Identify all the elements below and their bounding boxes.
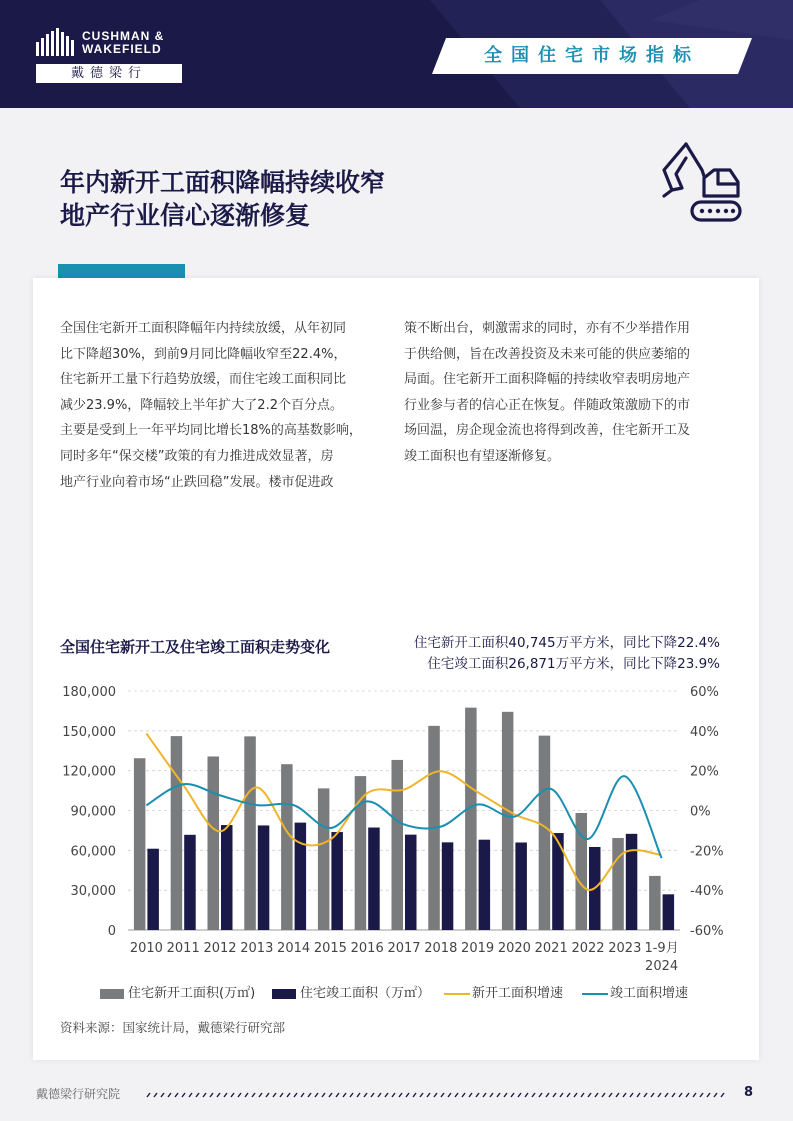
page-header (0, 0, 793, 108)
bar-new-starts (539, 736, 551, 930)
bar-completions (258, 825, 270, 930)
legend-label-completions-growth: 竣工面积增速 (610, 986, 689, 1001)
logo-buildings-icon (36, 28, 76, 56)
x-tick-label: 2017 (387, 941, 421, 956)
body-text-line: 策不断出台，刺激需求的同时，亦有不少举措作用 (404, 321, 691, 336)
page-number: 8 (744, 1085, 754, 1100)
bar-completions (626, 834, 638, 930)
y-right-tick-label: 0% (690, 804, 711, 820)
body-text-line: 同时多年“保交楼”政策的有力推进成效显著，房 (60, 448, 334, 464)
legend-swatch-new-starts (100, 989, 124, 999)
bar-completions (221, 825, 233, 930)
page-title (60, 166, 385, 232)
footer-divider (146, 1092, 726, 1098)
legend-item-new-starts (100, 984, 270, 1004)
logo-chinese-name: 戴德梁行 (36, 64, 182, 83)
annotation-completions: 住宅竣工面积26,871万平方米，同比下降23.9% (427, 656, 720, 672)
legend-swatch-completions (272, 989, 296, 999)
y-left-tick-label: 90,000 (70, 804, 116, 820)
legend-line-completions-growth (582, 993, 608, 995)
bar-completions (184, 835, 196, 930)
excavator-icon (658, 140, 744, 224)
data-source: 资料来源：国家统计局，戴德梁行研究部 (60, 1020, 286, 1035)
y-right-tick-label: -40% (690, 884, 724, 900)
body-text-line: 行业参与者的信心正在恢复。伴随政策激励下的市 (404, 397, 691, 413)
bar-new-starts (134, 758, 146, 930)
bar-new-starts (392, 760, 404, 930)
y-right-tick-label: 20% (690, 764, 719, 780)
x-tick-label-line2: 2024 (645, 959, 679, 974)
legend-line-new-starts-growth (444, 993, 470, 995)
brand-line1: CUSHMAN & (82, 29, 165, 43)
y-left-tick-label: 150,000 (62, 724, 116, 740)
x-tick-label: 2012 (203, 941, 237, 956)
combo-chart (40, 675, 760, 985)
annotation-new-starts: 住宅新开工面积40,745万平方米，同比下降22.4% (413, 635, 720, 651)
section-tag-label: 全国住宅市场指标 (484, 45, 700, 66)
bar-completions (368, 828, 380, 930)
accent-bar (58, 264, 185, 278)
bar-new-starts (281, 764, 293, 930)
body-text-line: 比下降超30%，到前9月同比降幅收窄至22.4%， (60, 346, 347, 362)
y-left-tick-label: 0 (107, 924, 116, 939)
bar-new-starts (612, 838, 624, 930)
x-tick-label: 2013 (240, 941, 274, 956)
body-text-line: 主要是受到上一年平均同比增长18%的高基数影响， (60, 423, 362, 439)
bar-new-starts (318, 788, 330, 930)
y-right-tick-label: -20% (690, 844, 724, 860)
company-logo (36, 28, 186, 84)
logo-wordmark (82, 30, 164, 56)
bar-completions (515, 842, 527, 930)
body-text-line: 局面。住宅新开工面积降幅的持续收窄表明房地产 (404, 372, 691, 388)
x-tick-label: 2022 (571, 941, 605, 956)
y-right-tick-label: 60% (690, 685, 719, 700)
body-text-line: 竣工面积也有望逐渐修复。 (404, 448, 561, 464)
bar-completions (331, 832, 343, 930)
x-tick-label: 2019 (461, 941, 495, 956)
x-tick-label: 2014 (277, 941, 311, 956)
body-text-line: 场回温，房企现金流也将得到改善，住宅新开工及 (404, 423, 691, 439)
x-tick-label: 2016 (350, 941, 384, 956)
bar-new-starts (465, 708, 477, 930)
body-text-left (60, 316, 392, 495)
bar-new-starts (244, 736, 256, 930)
section-tag (432, 38, 752, 74)
y-right-tick-label: 40% (690, 724, 719, 740)
x-tick-label: 1-9月 (644, 941, 679, 956)
bar-new-starts (208, 756, 220, 930)
x-tick-label: 2010 (129, 941, 163, 956)
chart-annotation (414, 633, 720, 675)
y-right-tick-label: -60% (690, 924, 724, 939)
title-line1: 年内新开工面积降幅持续收窄 (60, 168, 386, 197)
x-tick-label: 2021 (534, 941, 568, 956)
body-text-line: 减少23.9%，降幅较上半年扩大了2.2个百分点。 (60, 397, 343, 413)
brand-line2: WAKEFIELD (82, 42, 162, 56)
body-text-line: 住宅新开工量下行趋势放缓，而住宅竣工面积同比 (60, 372, 347, 388)
bar-completions (663, 894, 675, 930)
x-tick-label: 2018 (424, 941, 458, 956)
y-left-tick-label: 180,000 (62, 685, 116, 700)
x-tick-label: 2023 (608, 941, 642, 956)
legend-label-completions: 住宅竣工面积（万㎡） (300, 986, 431, 1001)
legend-label-new-starts: 住宅新开工面积(万㎡) (128, 986, 256, 1001)
body-text-line: 于供给侧，旨在改善投资及未来可能的供应萎缩的 (404, 346, 691, 362)
footer-org: 戴德梁行研究院 (36, 1087, 121, 1101)
x-tick-label: 2015 (313, 941, 347, 956)
body-text-line: 地产行业向着市场“止跌回稳”发展。楼市促进政 (60, 474, 334, 490)
legend-label-new-starts-growth: 新开工面积增速 (472, 986, 564, 1001)
legend-item-completions-growth (582, 984, 702, 1004)
bar-completions (147, 849, 159, 930)
bar-completions (405, 835, 417, 930)
body-text-line: 全国住宅新开工面积降幅年内持续放缓，从年初同 (60, 321, 347, 336)
title-line2: 地产行业信心逐渐修复 (60, 201, 311, 230)
legend-item-new-starts-growth (444, 984, 574, 1004)
bar-completions (442, 842, 454, 930)
bar-completions (479, 840, 491, 930)
chart-title: 全国住宅新开工及住宅竣工面积走势变化 (60, 638, 331, 656)
bar-completions (295, 823, 307, 930)
bar-new-starts (649, 876, 661, 930)
bar-new-starts (171, 736, 183, 930)
y-left-tick-label: 60,000 (70, 844, 116, 860)
y-left-tick-label: 120,000 (62, 764, 116, 780)
x-tick-label: 2020 (497, 941, 531, 956)
x-tick-label: 2011 (166, 941, 200, 956)
body-text-right (404, 316, 736, 470)
y-left-tick-label: 30,000 (70, 884, 116, 900)
bar-new-starts (502, 712, 514, 930)
legend-item-completions (272, 984, 442, 1004)
